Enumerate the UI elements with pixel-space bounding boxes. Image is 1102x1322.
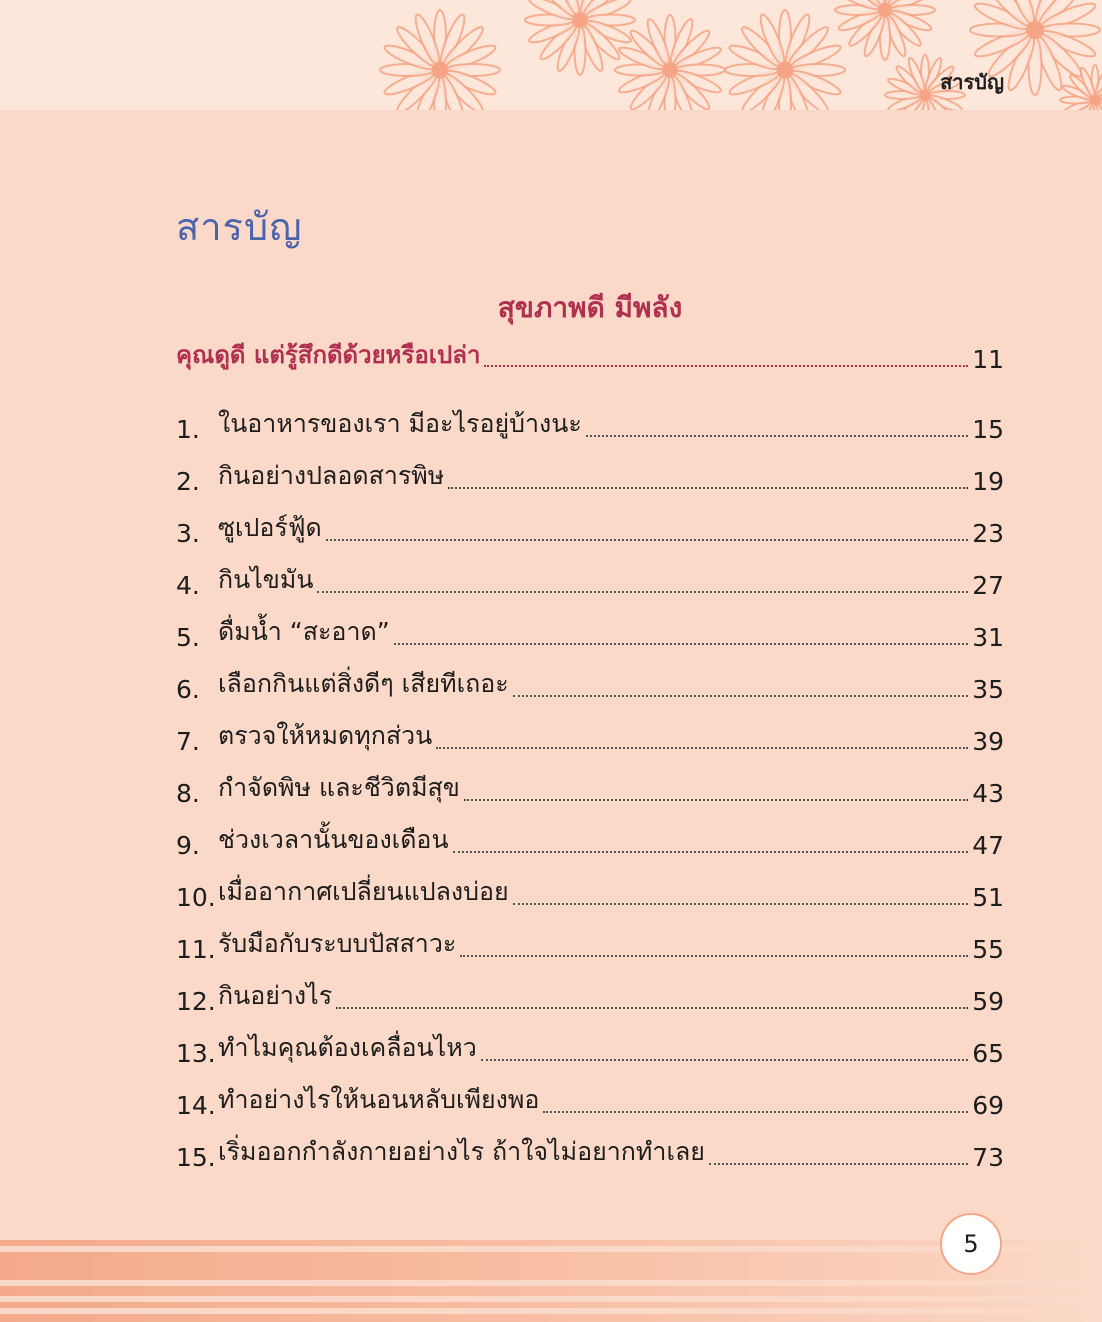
entry-title: กำจัดพิษ และชีวิตมีสุข (218, 773, 460, 802)
running-head: สารบัญ (940, 70, 1004, 94)
flower-icon (380, 10, 500, 110)
dot-leader (448, 486, 968, 489)
entry-page: 59 (972, 987, 1004, 1016)
toc-intro-title: คุณดูดี แต่รู้สึกดีด้วยหรือเปล่า (176, 341, 481, 369)
entry-title: ช่วงเวลานั้นของเดือน (218, 825, 449, 854)
dot-leader (513, 902, 969, 905)
flower-icon (835, 0, 935, 60)
entry-title: เลือกกินแต่สิ่งดีๆ เสียทีเถอะ (218, 669, 509, 698)
toc-entry[interactable] (176, 878, 1004, 912)
entry-page: 69 (972, 1091, 1004, 1120)
page-number: 5 (940, 1213, 1002, 1275)
toc-entry[interactable] (176, 514, 1004, 548)
entry-number: 9. (176, 831, 200, 860)
dot-leader (709, 1162, 968, 1165)
dot-leader (394, 642, 969, 645)
entry-number: 10. (176, 883, 216, 912)
entry-number: 2. (176, 467, 200, 496)
footer-stripes (0, 1240, 1102, 1322)
entry-number: 7. (176, 727, 200, 756)
entry-page: 73 (972, 1143, 1004, 1172)
entry-number: 5. (176, 623, 200, 652)
dot-leader (336, 1006, 968, 1009)
entry-title: เมื่ออากาศเปลี่ยนแปลงบ่อย (218, 877, 509, 906)
entry-title: ทำอย่างไรให้นอนหลับเพียงพอ (218, 1085, 540, 1114)
flower-icon (525, 0, 635, 75)
dot-leader (464, 798, 968, 801)
toc-entry[interactable] (176, 774, 1004, 808)
entry-page: 15 (972, 415, 1004, 444)
dot-leader (513, 694, 968, 697)
flower-icon (615, 15, 725, 110)
entry-page: 23 (972, 519, 1004, 548)
entry-title: ทำไมคุณต้องเคลื่อนไหว (218, 1033, 477, 1062)
entry-title: ดื่มน้ำ “สะอาด” (218, 617, 390, 646)
entry-number: 3. (176, 519, 200, 548)
toc-entry[interactable] (176, 670, 1004, 704)
entry-page: 27 (972, 571, 1004, 600)
entry-number: 8. (176, 779, 200, 808)
flower-icon (1060, 65, 1102, 110)
entry-title: กินอย่างปลอดสารพิษ (218, 461, 445, 490)
header-band (0, 0, 1102, 110)
section-title: สุขภาพดี มีพลัง (497, 291, 683, 324)
dot-leader (436, 746, 968, 749)
toc-entry[interactable] (176, 618, 1004, 652)
entry-page: 65 (972, 1039, 1004, 1068)
entry-title: กินอย่างไร (218, 981, 333, 1010)
entry-page: 39 (972, 727, 1004, 756)
entry-page: 35 (972, 675, 1004, 704)
toc-entry[interactable] (176, 982, 1004, 1016)
entry-number: 6. (176, 675, 200, 704)
entry-page: 51 (972, 883, 1004, 912)
entry-number: 14. (176, 1091, 216, 1120)
dot-leader (484, 364, 968, 367)
dot-leader (460, 954, 968, 957)
entry-number: 15. (176, 1143, 216, 1172)
entry-title: ในอาหารของเรา มีอะไรอยู่บ้างนะ (218, 409, 582, 438)
toc-entry[interactable] (176, 1086, 1004, 1120)
entry-number: 13. (176, 1039, 216, 1068)
toc-entry[interactable] (176, 826, 1004, 860)
dot-leader (543, 1110, 968, 1113)
toc-intro-row[interactable] (176, 340, 1004, 374)
toc-entry[interactable] (176, 930, 1004, 964)
toc-entry[interactable] (176, 462, 1004, 496)
entry-page: 47 (972, 831, 1004, 860)
dot-leader (453, 850, 969, 853)
entry-page: 55 (972, 935, 1004, 964)
toc-entry[interactable] (176, 566, 1004, 600)
entry-title: ตรวจให้หมดทุกส่วน (218, 721, 433, 750)
entry-number: 1. (176, 415, 200, 444)
entry-title: กินไขมัน (218, 565, 314, 594)
entry-title: รับมือกับระบบปัสสาวะ (218, 929, 457, 958)
toc-intro-page: 11 (972, 345, 1004, 374)
toc-entry[interactable] (176, 410, 1004, 444)
entry-number: 12. (176, 987, 216, 1016)
dot-leader (586, 434, 968, 437)
entry-page: 43 (972, 779, 1004, 808)
flower-icon (725, 10, 845, 110)
entry-number: 11. (176, 935, 216, 964)
entry-page: 19 (972, 467, 1004, 496)
entry-number: 4. (176, 571, 200, 600)
entry-title: ซูเปอร์ฟู้ด (218, 513, 322, 542)
toc-entry[interactable] (176, 1034, 1004, 1068)
toc-entry[interactable] (176, 1138, 1004, 1172)
entry-title: เริ่มออกกำลังกายอย่างไร ถ้าใจไม่อยากทำเลย (218, 1137, 705, 1166)
toc-entry[interactable] (176, 722, 1004, 756)
dot-leader (317, 590, 968, 593)
dot-leader (326, 538, 968, 541)
entry-page: 31 (972, 623, 1004, 652)
page-title: สารบัญ (176, 205, 303, 249)
dot-leader (481, 1058, 968, 1061)
